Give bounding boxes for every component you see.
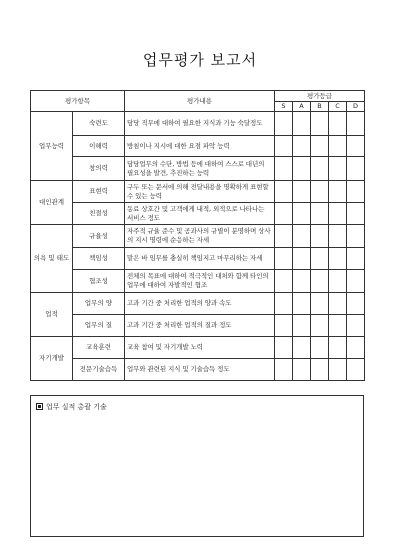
item-description: 구두 또는 문서에 의해 전달내용을 명확하게 표현할 수 있는 능력 [125,181,275,203]
summary-box[interactable] [30,395,364,537]
item-label: 교육훈련 [73,337,125,359]
table-row [31,270,365,293]
grade-cell-b[interactable] [311,315,329,337]
grade-cell-a[interactable] [293,248,311,270]
grade-cell-b[interactable] [311,337,329,359]
grade-cell-b[interactable] [311,157,329,181]
item-label: 규율성 [73,225,125,248]
grade-cell-a[interactable] [293,203,311,225]
grade-header-a: A [293,102,311,112]
table-row [31,112,365,136]
table-row [31,203,365,225]
grade-cell-c[interactable] [329,112,347,136]
grade-cell-b[interactable] [311,293,329,315]
grade-cell-a[interactable] [293,293,311,315]
item-description: 고과 기간 중 처리한 업적의 질과 정도 [125,315,275,337]
grade-cell-a[interactable] [293,225,311,248]
item-label: 전문기술습득 [73,359,125,381]
item-label: 표현력 [73,181,125,203]
grade-cell-s[interactable] [275,112,293,136]
item-description: 교육 참여 및 자기개발 노력 [125,337,275,359]
grade-cell-b[interactable] [311,112,329,136]
grade-cell-b[interactable] [311,136,329,157]
grade-cell-a[interactable] [293,181,311,203]
grade-cell-s[interactable] [275,337,293,359]
grade-cell-s[interactable] [275,225,293,248]
group-label: 자기개발 [31,337,73,381]
grade-cell-d[interactable] [347,136,365,157]
grade-header-s: S [275,102,293,112]
grade-header-d: D [347,102,365,112]
item-label: 업무의 양 [73,293,125,315]
group-label: 업무능력 [31,112,73,181]
grade-cell-c[interactable] [329,248,347,270]
item-label: 협조성 [73,270,125,293]
grade-cell-d[interactable] [347,337,365,359]
grade-cell-d[interactable] [347,203,365,225]
grade-cell-d[interactable] [347,315,365,337]
grade-cell-s[interactable] [275,203,293,225]
item-description: 고과 기간 중 처리한 업적의 양과 속도 [125,293,275,315]
item-description: 동료 상호간 및 고객에게 내적, 외적으로 나타나는 서비스 정도 [125,203,275,225]
table-row [31,337,365,359]
item-description: 맡은 바 임무를 충실히 책임지고 마무리하는 자세 [125,248,275,270]
item-description: 전체의 목표에 대하여 적극적인 대처와 함께 타인의 업무에 대하여 자발적인 협조 [125,270,275,293]
evaluation-table [30,90,365,381]
grade-cell-c[interactable] [329,293,347,315]
grade-cell-s[interactable] [275,270,293,293]
grade-cell-s[interactable] [275,136,293,157]
table-row [31,181,365,203]
grade-cell-a[interactable] [293,359,311,381]
item-label: 친절성 [73,203,125,225]
grade-cell-c[interactable] [329,315,347,337]
item-label: 창의력 [73,157,125,181]
grade-cell-d[interactable] [347,248,365,270]
grade-cell-a[interactable] [293,337,311,359]
grade-cell-c[interactable] [329,359,347,381]
grade-cell-d[interactable] [347,293,365,315]
group-label: 업적 [31,293,73,337]
page-title: 업무평가 보고서 [142,51,258,69]
grade-cell-s[interactable] [275,248,293,270]
table-row [31,293,365,315]
header-item: 평가항목 [31,91,125,112]
table-row [31,315,365,337]
grade-cell-b[interactable] [311,359,329,381]
grade-cell-c[interactable] [329,225,347,248]
item-description: 담당 직무에 대하여 필요한 지식과 기능 숙달정도 [125,112,275,136]
grade-cell-d[interactable] [347,112,365,136]
grade-cell-c[interactable] [329,270,347,293]
grade-cell-b[interactable] [311,203,329,225]
grade-cell-b[interactable] [311,248,329,270]
grade-cell-b[interactable] [311,181,329,203]
grade-cell-s[interactable] [275,157,293,181]
summary-label: 업무 실적 총괄 기술 [46,403,107,411]
grade-cell-d[interactable] [347,157,365,181]
grade-cell-a[interactable] [293,157,311,181]
grade-cell-d[interactable] [347,225,365,248]
item-description: 업무와 관련된 지식 및 기술습득 정도 [125,359,275,381]
grade-cell-c[interactable] [329,181,347,203]
grade-cell-c[interactable] [329,157,347,181]
grade-cell-c[interactable] [329,337,347,359]
group-label: 의욕 및 태도 [31,225,73,293]
table-row [31,136,365,157]
grade-cell-d[interactable] [347,181,365,203]
header-grade: 평가등급 [275,91,365,102]
grade-cell-s[interactable] [275,181,293,203]
item-description: 방침이나 지시에 대한 요점 파악 능력 [125,136,275,157]
item-label: 숙련도 [73,112,125,136]
item-description: 자주적 규율 준수 및 공과사의 규별이 분명하며 상사의 지시 명령에 순응하는 자세 [125,225,275,248]
grade-cell-b[interactable] [311,225,329,248]
grade-header-c: C [329,102,347,112]
item-label: 책임성 [73,248,125,270]
grade-cell-a[interactable] [293,112,311,136]
grade-cell-b[interactable] [311,270,329,293]
grade-cell-a[interactable] [293,270,311,293]
grade-cell-s[interactable] [275,293,293,315]
group-label: 대인관계 [31,181,73,225]
table-row [31,359,365,381]
grade-cell-s[interactable] [275,315,293,337]
grade-cell-a[interactable] [293,136,311,157]
grade-cell-c[interactable] [329,203,347,225]
summary-heading [36,402,107,412]
item-label: 업무의 질 [73,315,125,337]
grade-cell-a[interactable] [293,315,311,337]
grade-cell-d[interactable] [347,270,365,293]
grade-cell-c[interactable] [329,136,347,157]
table-row [31,157,365,181]
table-row [31,248,365,270]
grade-header-b: B [311,102,329,112]
grade-cell-d[interactable] [347,359,365,381]
item-description: 담당업무의 수단, 방법 등에 대하여 스스로 대년의 필요성을 발견, 추진하는 능력 [125,157,275,181]
item-label: 이해력 [73,136,125,157]
checkbox-icon [36,403,43,410]
table-row [31,225,365,248]
grade-cell-s[interactable] [275,359,293,381]
header-content: 평가내용 [125,91,275,112]
